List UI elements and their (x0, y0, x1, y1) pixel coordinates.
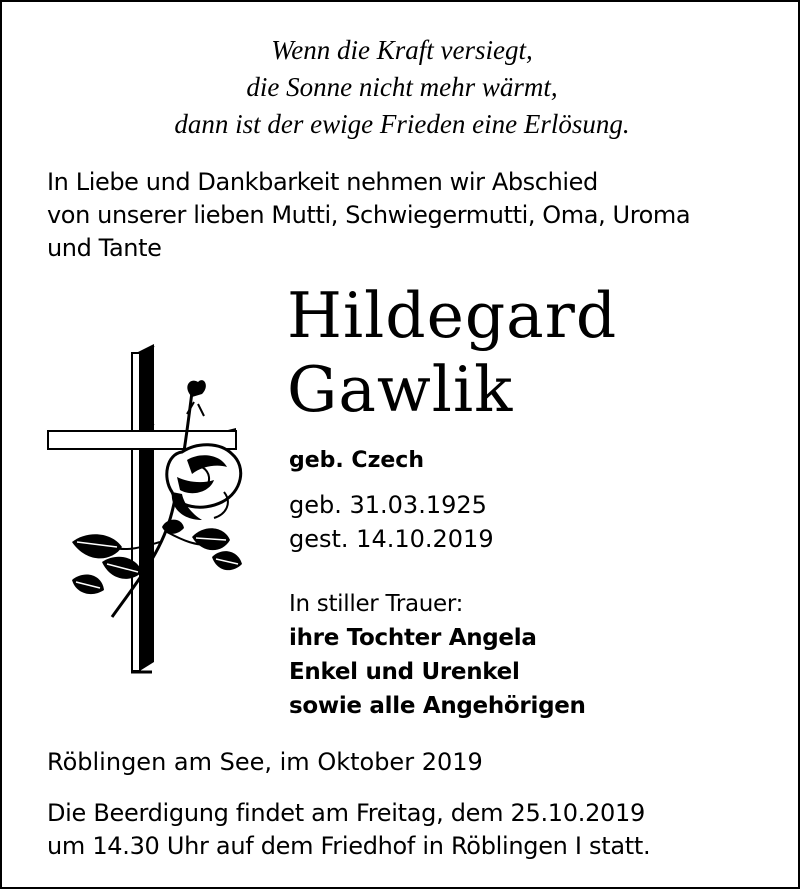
cross-with-rose-icon (42, 342, 252, 682)
funeral-notice (47, 797, 650, 863)
first-name: Hildegard (287, 279, 618, 352)
rose-icon (72, 380, 242, 617)
intro-line: von unserer lieben Mutti, Schwiegermutti, Oma, Uroma (47, 201, 691, 229)
life-dates (289, 488, 494, 556)
poem-line: die Sonne nicht mehr wärmt, (246, 72, 558, 102)
poem (2, 32, 800, 143)
intro-line: und Tante (47, 234, 162, 262)
poem-line: Wenn die Kraft versiegt, (271, 35, 533, 65)
mourner-line: ihre Tochter Angela (289, 625, 537, 651)
deceased-name (287, 279, 617, 427)
place-date: Röblingen am See, im Oktober 2019 (47, 748, 483, 776)
birth-name: geb. Czech (289, 448, 425, 473)
intro-text (47, 166, 690, 265)
mourner-line: sowie alle Angehörigen (289, 693, 586, 719)
funeral-line: um 14.30 Uhr auf dem Friedhof in Röblingen I statt. (47, 832, 651, 860)
mourners-heading: In stiller Trauer: (289, 591, 464, 617)
funeral-line: Die Beerdigung findet am Freitag, dem 25.10.2019 (47, 799, 645, 827)
poem-line: dann ist der ewige Frieden eine Erlösung. (174, 109, 630, 139)
birth-date: geb. 31.03.1925 (289, 491, 487, 519)
last-name: Gawlik (287, 353, 514, 426)
death-date: gest. 14.10.2019 (289, 525, 494, 553)
intro-line: In Liebe und Dankbarkeit nehmen wir Abschied (47, 168, 598, 196)
mourners (289, 587, 586, 723)
mourner-line: Enkel und Urenkel (289, 659, 520, 685)
